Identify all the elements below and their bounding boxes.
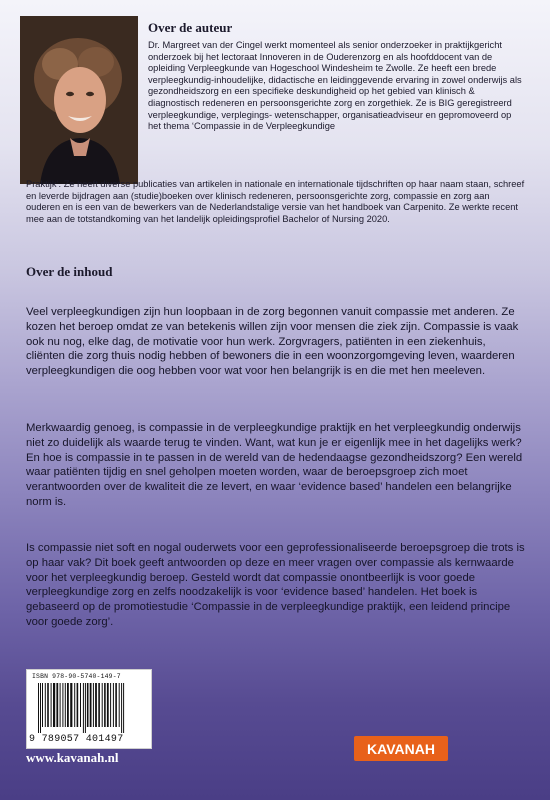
barcode-bar	[45, 683, 46, 727]
barcode-bar	[83, 683, 84, 733]
author-bio-top: Dr. Margreet van der Cingel werkt momenteel als senior onderzoeker in praktijkgericht onderzoek bij het lectoraat Innoveren in de Ouderenzorg en als hoofddocent van de opleiding Verpleegkunde van Hogeschool Windesheim te Zwolle. Ze heeft een brede verpleegkundig-inhoudelijke, didactische en leidinggevende ervaring in zowel onderwijs als gezondheidszorg en een specifieke deskundigheid op het gebied van klinisch & diagnostisch redeneren en persoonsgerichte zorg en zorgethiek. Ze is BIG geregistreerd verpleegkundige, verplegings- wetenschapper, organisatieadviseur en gepromoveerd op het thema ‘Compassie in de Verpleegkundige	[148, 40, 522, 132]
barcode-bar	[110, 683, 111, 727]
barcode-bar	[67, 683, 69, 727]
barcode-bar	[38, 683, 39, 733]
content-paragraph-3: Is compassie niet soft en nogal ouderwets voor een geprofessionaliseerde beroepsgroep die trots is op haar vak? Dit boek geeft antwoorden op deze en meer vragen over compassie als kernwaarde voor het verpleegkundig beroep. Gesteld wordt dat compassie onontbeerlijk is voor goede verpleegkundige zorg en zelfs noodzakelijk is voor ‘evidence based’ handelen. Het boek is gebaseerd op de promotiestudie ‘Compassie in de verpleegkundige praktijk, een leidend principe voor goede zorg’.	[26, 542, 525, 628]
barcode-bar	[74, 683, 75, 727]
content-paragraph-1: Veel verpleegkundigen zijn hun loopbaan in de zorg begonnen vanuit compassie met anderen. Ze kozen het beroep omdat ze van betekenis willen zijn voor mensen die ziek zijn. Compassie is vaak ook nu nog, elke dag, de motivatie voor hun werk. Zorgvragers, patiënten in een ziekenhuis, cliënten die zorg thuis nodig hebben of bewoners die in een woonzorgomgeving leven, waarderen verpleegkundigen die oog hebben voor wat voor hen belangrijk is en die met hen meeleven.	[26, 306, 519, 378]
ean-digits: 9 789057 401497	[29, 734, 124, 745]
barcode-bar	[115, 683, 117, 727]
barcode-bar	[123, 683, 124, 733]
barcode-bar	[107, 683, 109, 727]
barcode-bar	[60, 683, 61, 727]
barcode-bar	[77, 683, 79, 727]
barcode-bar	[80, 683, 81, 727]
barcode-bar	[85, 683, 86, 733]
publisher-website: www.kavanah.nl	[26, 750, 119, 765]
author-bio-bottom: Praktijk’. Ze heeft diverse publicaties van artikelen in nationale en internationale tijdschriften op haar naam staan, schreef en leverde bijdragen aan (studie)boeken over klinisch redeneren, persoonsgerichte zorg, compassie en zorg aan ouderen en is een van de bewerkers van de Nederlandstalige versie van het handboek van Carpenito. Ze werkte recent mee aan de totstandkoming van het landelijk opleidingsprofiel Bachelor of Nursing 2020.	[26, 179, 525, 224]
content-paragraph-2: Merkwaardig genoeg, is compassie in de verpleegkundige praktijk en het verpleegkundig onderwijs niet zo duidelijk als waarde terug te vinden. Want, wat kun je er eigenlijk mee in het dagelijks werk? En hoe is compassie in te passen in de wereld van de hedendaagse gezondheidszorg? Een wereld waar patiënten tijdig en snel geholpen moeten worden, waar de beroepsgroep zich moet verantwoorden over de kwaliteit die ze levert, en waar ‘evidence based’ handelen een belangrijke norm is.	[26, 422, 523, 508]
barcode-bar	[87, 683, 89, 727]
svg-text:KAVANAH: KAVANAH	[367, 741, 435, 757]
barcode-bar	[62, 683, 63, 727]
barcode-bar	[102, 683, 103, 727]
barcode-bar	[56, 683, 58, 727]
barcode-bar	[93, 683, 94, 727]
barcode-box	[26, 669, 152, 749]
barcode-bar	[119, 683, 120, 727]
barcode-bar	[47, 683, 49, 727]
barcode-bar	[40, 683, 41, 733]
barcode-bar	[42, 683, 43, 727]
isbn-label: ISBN 978-90-5740-149-7	[32, 673, 121, 680]
barcode-bar	[53, 683, 55, 727]
author-portrait-image	[20, 16, 138, 184]
barcode-bar	[98, 683, 100, 727]
author-photo	[20, 16, 138, 184]
barcode-bar	[95, 683, 97, 727]
barcode-bar	[70, 683, 72, 727]
barcode-bar	[104, 683, 106, 727]
publisher-logo	[354, 736, 448, 761]
barcode-bar	[65, 683, 66, 727]
barcode-bar	[51, 683, 52, 727]
barcode-bar	[90, 683, 92, 727]
barcode-bar	[113, 683, 114, 727]
barcode-bar	[121, 683, 122, 733]
barcode-bars	[37, 683, 145, 733]
content-section-title: Over de inhoud	[26, 264, 113, 279]
kavanah-logo-image	[354, 736, 448, 761]
author-section-title: Over de auteur	[148, 20, 233, 35]
